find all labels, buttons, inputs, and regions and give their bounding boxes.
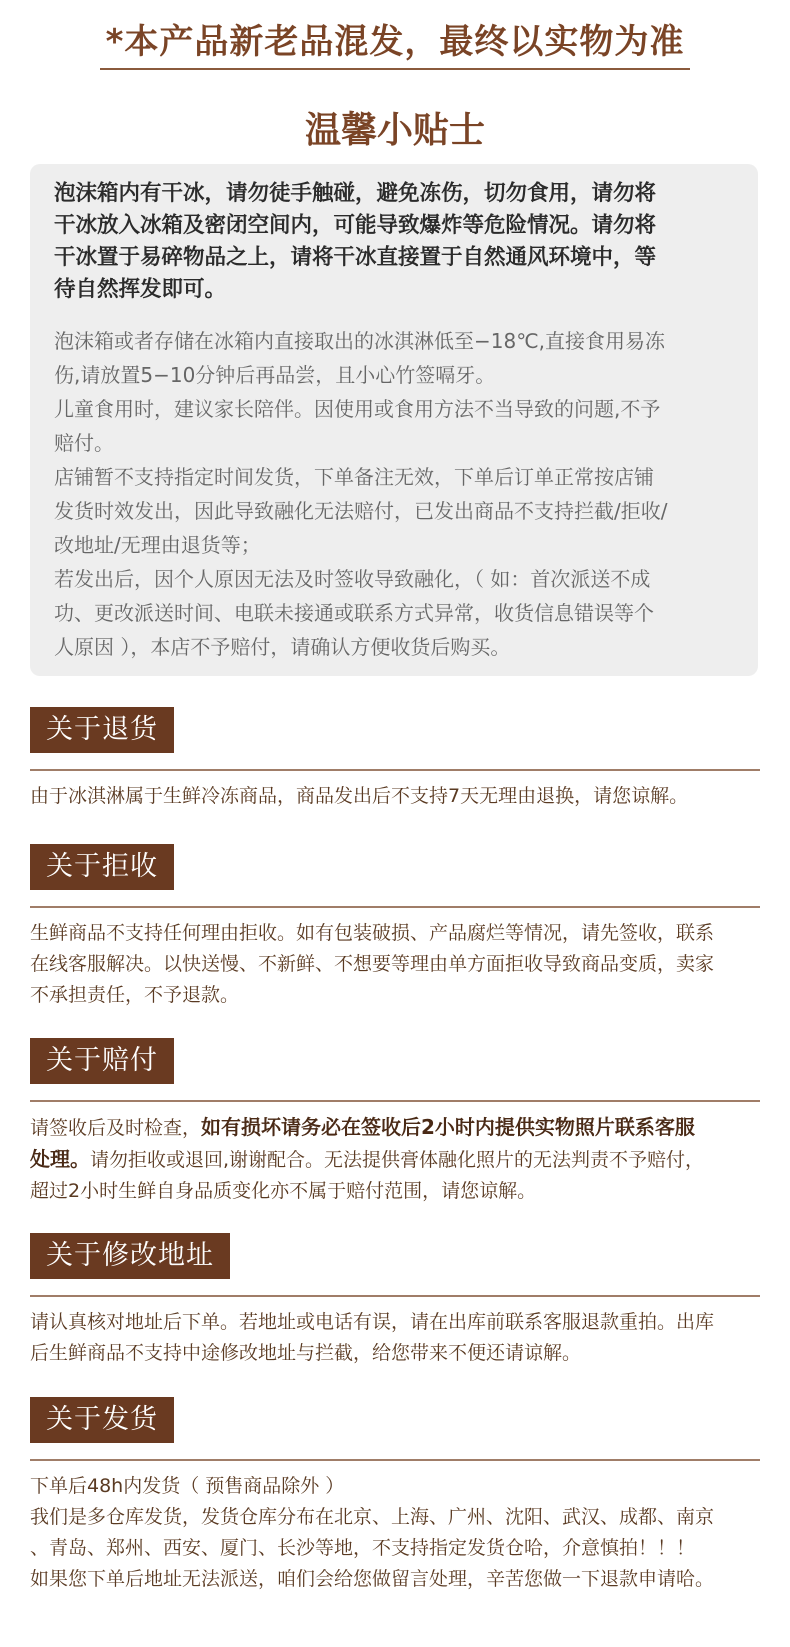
section-heading-shipping: 关于发货 bbox=[30, 1397, 174, 1443]
body-line: 下单后48h内发货（ 预售商品除外 ） bbox=[30, 1475, 345, 1497]
body-emphasis: 处理。 bbox=[30, 1147, 90, 1171]
note-line: 店铺暂不支持指定时间发货，下单备注无效，下单后订单正常按店铺 bbox=[54, 465, 654, 489]
section-body-reject bbox=[30, 918, 766, 1011]
note-line: 人原因 ），本店不予赔付，请确认方便收货后购买。 bbox=[54, 635, 511, 659]
tips-box bbox=[30, 164, 758, 676]
tips-title: 温馨小贴士 bbox=[304, 110, 485, 151]
body-line bbox=[30, 1144, 766, 1176]
section-divider bbox=[30, 1459, 760, 1461]
section-divider bbox=[30, 1295, 760, 1297]
section-body-shipping bbox=[30, 1471, 766, 1595]
section-divider bbox=[30, 906, 760, 908]
section-body-address bbox=[30, 1307, 766, 1369]
section-divider bbox=[30, 769, 760, 771]
tips-notes bbox=[54, 324, 740, 664]
note-line: 伤,请放置5−10分钟后再品尝，且小心竹签嗝牙。 bbox=[54, 363, 496, 387]
note-line: 赔付。 bbox=[54, 431, 114, 455]
body-line: 生鲜商品不支持任何理由拒收。如有包装破损、产品腐烂等情况，请先签收，联系 bbox=[30, 922, 715, 944]
note-line: 若发出后，因个人原因无法及时签收导致融化，（ 如：首次派送不成 bbox=[54, 567, 651, 591]
section-body-returns bbox=[30, 781, 766, 812]
body-line: 不承担责任，不予退款。 bbox=[30, 984, 240, 1006]
body-emphasis: 如有损坏请务必在签收后2小时内提供实物照片联系客服 bbox=[201, 1115, 695, 1139]
section-divider bbox=[30, 1100, 760, 1102]
title-divider bbox=[100, 68, 690, 70]
body-line: 由于冰淇淋属于生鲜冷冻商品，商品发出后不支持7天无理由退换，请您谅解。 bbox=[30, 785, 689, 807]
section-address bbox=[30, 1233, 760, 1364]
note-line: 发货时效发出，因此导致融化无法赔付，已发出商品不支持拦截/拒收/ bbox=[54, 499, 668, 523]
body-line: 如果您下单后地址无法派送，咱们会给您做留言处理，辛苦您做一下退款申请哈。 bbox=[30, 1568, 715, 1590]
section-compensation bbox=[30, 1038, 760, 1202]
note-line: 改地址/无理由退货等； bbox=[54, 533, 261, 557]
body-line: 请认真核对地址后下单。若地址或电话有误，请在出库前联系客服退款重拍。出库 bbox=[30, 1311, 715, 1333]
warning-line: 泡沫箱内有干冰，请勿徒手触碰，避免冻伤，切勿食用，请勿将 bbox=[54, 181, 657, 206]
body-line: 我们是多仓库发货，发货仓库分布在北京、上海、广州、沈阳、武汉、成都、南京 bbox=[30, 1506, 715, 1528]
section-heading-address: 关于修改地址 bbox=[30, 1233, 230, 1279]
body-line: 、青岛、郑州、西安、厦门、长沙等地，不支持指定发货仓哈，介意慎拍！！！ bbox=[30, 1537, 696, 1559]
notice-title: *本产品新老品混发，最终以实物为准 bbox=[105, 22, 685, 62]
body-line: 后生鲜商品不支持中途修改地址与拦截，给您带来不便还请谅解。 bbox=[30, 1342, 582, 1364]
section-heading-reject: 关于拒收 bbox=[30, 844, 174, 890]
note-line: 功、更改派送时间、电联未接通或联系方式异常，收货信息错误等个 bbox=[54, 601, 654, 625]
section-heading-returns: 关于退货 bbox=[30, 707, 174, 753]
warning-line: 待自然挥发即可。 bbox=[54, 277, 227, 302]
warning-line: 干冰放入冰箱及密闭空间内，可能导致爆炸等危险情况。请勿将 bbox=[54, 213, 657, 238]
section-heading-compensation: 关于赔付 bbox=[30, 1038, 174, 1084]
note-line: 泡沫箱或者存储在冰箱内直接取出的冰淇淋低至−18℃,直接食用易冻 bbox=[54, 329, 666, 353]
section-reject bbox=[30, 844, 760, 1006]
body-line bbox=[30, 1112, 766, 1144]
body-line: 在线客服解决。以快送慢、不新鲜、不想要等理由单方面拒收导致商品变质，卖家 bbox=[30, 953, 715, 975]
note-line: 儿童食用时，建议家长陪伴。因使用或食用方法不当导致的问题,不予 bbox=[54, 397, 661, 421]
section-returns bbox=[30, 707, 760, 807]
body-text: 请签收后及时检查， bbox=[30, 1117, 202, 1139]
section-shipping bbox=[30, 1397, 760, 1590]
dry-ice-warning bbox=[54, 178, 740, 306]
section-body-compensation bbox=[30, 1112, 766, 1207]
body-line: 超过2小时生鲜自身品质变化亦不属于赔付范围，请您谅解。 bbox=[30, 1180, 537, 1202]
body-text: 请勿拒收或退回,谢谢配合。无法提供膏体融化照片的无法判责不予赔付， bbox=[90, 1149, 705, 1171]
warning-line: 干冰置于易碎物品之上，请将干冰直接置于自然通风环境中，等 bbox=[54, 245, 657, 270]
